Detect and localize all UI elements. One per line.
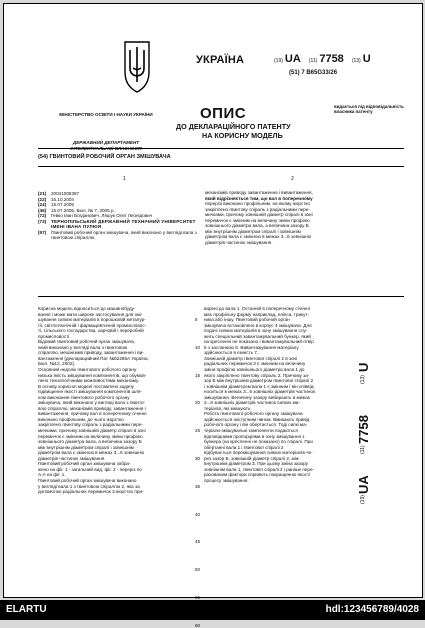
text-line: між внутрішнім діаметром спіралі і зовнішнім — [38, 444, 134, 450]
line-number: 15 — [195, 372, 201, 378]
text-line: на кресленні не показано і вивантажувальний отвір — [204, 339, 314, 345]
text-line: жено на фіг. 1 - загальний вид, фіг. 2 - переріз по — [38, 466, 142, 472]
text-line: Гвинтовий робочий орган змішувача зобра- — [38, 461, 131, 467]
text-line: подачі сипких матеріалів в зону змішування слу- — [204, 328, 308, 334]
text-line: лено технологічними можливостями механізму. — [38, 378, 140, 384]
line-number: 20 — [195, 400, 201, 406]
text-line: змішувача встановлено в корпус 4 змішувача. Для — [204, 322, 312, 328]
document-subtitle-line1: ДО ДЕКЛАРАЦІЙНОГО ПАТЕНТУ — [176, 122, 291, 131]
text-line: 5 з засланкою 6. Вивантажування матеріалу — [204, 344, 299, 350]
text-line: змішування. Величину зазору вибирають в межах — [204, 394, 311, 400]
text-line: відповідними пропорціями в зону змішування з — [204, 433, 305, 439]
divider — [38, 296, 404, 297]
text-line: перемичок є змінним на величину зміни профілю — [38, 433, 143, 439]
text-line: відбувається перемішування сипких матеріалів че- — [204, 450, 313, 456]
text-line: зовнішнім вала 1, гвинтової спіралі 2 і раніше пере- — [204, 466, 315, 472]
document-title: ОПИС — [200, 105, 247, 122]
line-number: 5 — [195, 317, 198, 322]
text-line: Робота гвинтового робочого органу змішувача — [204, 411, 303, 417]
column-number-right: 2 — [291, 176, 294, 182]
meta-row: (72) Гевко Іван Богданович, Ляшук Олег Леонідович — [38, 213, 153, 218]
invention-title: (54) ГВИНТОВИЙ РОБОЧИЙ ОРГАН ЗМІШУВАЧА — [38, 154, 171, 160]
text-line: ті, сільського господарства, харчовій і переробній — [38, 328, 144, 334]
text-line: вантаження [декларацийний Пат №52285А Україна, — [38, 355, 149, 361]
text-line: хом виконання гвинтового робочого органу — [38, 394, 130, 400]
text-line: допомогою радіальних перемичок 3 жорстко при- — [38, 489, 144, 495]
text-line: який виконано у вигляді вала з гвинтовою — [38, 344, 128, 350]
text-line: діаметрів частинок змішування. — [38, 455, 106, 461]
line-number: 30 — [195, 456, 201, 461]
meta-row: (21) 20041008387 — [38, 191, 80, 196]
meta-row: (73) ТЕРНОПІЛЬСЬКИЙ ДЕРЖАВНИЙ ТЕХНІЧНИЙ УНІВЕРСИТЕТ ІМЕНІ ІВАНА ПУЛЮЯ — [38, 218, 196, 229]
text-line: теріалів, які змішують. — [204, 405, 252, 411]
ipc-classification: (51) 7 B65G33/26 — [289, 70, 338, 76]
country-name: УКРАЇНА — [196, 54, 245, 66]
meta-row: (46) 15.07.2005, Бюл. № 7, 2005 р. — [38, 207, 115, 213]
line-number: 60 — [195, 622, 201, 628]
text-line: має профільну форму наприклад, еліпса, трикут- — [204, 311, 310, 317]
code-19: (19) — [274, 58, 283, 64]
text-line: промисловості. — [38, 333, 71, 339]
text-line: Бюл. №12, 2002]. — [38, 361, 75, 367]
country-code: UA — [284, 53, 301, 65]
divider — [38, 166, 404, 167]
line-number: 35 — [195, 483, 201, 489]
vertical-patent-id: (19) UA (11) 7758 (13) U — [356, 362, 371, 504]
text-line: вання і може мати широке застосування для змі- — [38, 311, 143, 317]
description-right-column — [204, 306, 349, 484]
text-line: змішувача, який виконано у вигляді вала з гвинто- — [38, 400, 146, 406]
text-line: зміни профілю зовнішнього діаметра вала 1 до — [204, 367, 305, 373]
meta-row: (24) 15.07.2005 — [38, 202, 74, 207]
text-line: якого закріплено гвинтову спіраль 2. Причому за- — [204, 372, 310, 378]
text-line: варені до вала 1. Останній в поперечному січенні — [204, 306, 310, 311]
text-line: бункера (на кресленні не показано) по спіралі. При — [204, 439, 313, 445]
text-line: В основу корисної моделі поставлено задачу — [38, 383, 134, 389]
document-subtitle-line2: НА КОРИСНУ МОДЕЛЬ — [202, 131, 283, 140]
text-line: підвищення якості змішування компонентів шля- — [38, 389, 142, 395]
line-number: 55 — [195, 595, 201, 600]
footer-handle: hdl:123456789/4028 — [325, 604, 419, 615]
text-line: 3...6 зовнішніх діаметрів частинок сипких ма- — [204, 400, 300, 406]
text-line: носиться в межах 3...6 зовнішніх діаметрів частинок — [204, 389, 315, 395]
text-line: низька якість змішування компонентів, що обумов- — [38, 372, 147, 378]
text-line: гії, світлотехнічній і фармацевтичній промисловос- — [38, 322, 147, 328]
text-line: робочого органу і він обертається. Тоді сипкі ма- — [204, 422, 308, 428]
text-line: здійснюється в ємність 7. — [204, 350, 259, 356]
column-number-left: 1 — [123, 176, 126, 182]
text-line: Корисна модель відноситься до машинобуду- — [38, 306, 136, 311]
patent-kind: U — [362, 53, 371, 65]
text-line: спіраллю, механізмів приводу, завантаження і ви- — [38, 350, 144, 356]
text-line: Гвинтовий робочий орган змішувача виконано — [38, 477, 137, 483]
patent-number: 7758 — [319, 53, 344, 65]
text-line: Зовнішній діаметр гвинтової спіралі 2 в зоні — [204, 355, 298, 361]
coat-of-arms-icon — [122, 38, 152, 94]
line-number: 45 — [195, 539, 201, 545]
text-line: шування сипких матеріалів в порошковій металур- — [38, 317, 146, 323]
text-line: вою спіраллю, механізмів приводу, завантаження і — [38, 405, 146, 411]
text-line: процесу змішування. — [204, 477, 249, 483]
description-left-column — [38, 306, 193, 495]
code-11: (11) — [308, 58, 318, 64]
text-line: виконано профільним, до чього жорстко — [38, 416, 124, 422]
line-number: 40 — [195, 511, 201, 517]
text-line: обертанні вала 1 і гвинтової спіралі 2 — [204, 444, 284, 450]
text-line: закріплено гвинтову спіраль з радіальними пере- — [38, 422, 143, 428]
text-line: у вигляді вала 1 з гвинтовою спіраллю 2, яка за — [38, 483, 140, 489]
text-line: рахованим фактори сприяють покращенню якості — [204, 472, 311, 478]
text-line: мичками, причому зовнішній діаметр спіралі в зоні — [38, 428, 146, 434]
divider — [38, 148, 404, 149]
text-line: Відомий гвинтовий робочий орган змішувача, — [38, 339, 135, 345]
text-line: радіальних перемичок 3 є змінним на величину — [204, 361, 306, 367]
text-line: внутрішнім діаметром 3. При цьому зміна зазору — [204, 461, 308, 467]
department-name: ДЕРЖАВНИЙ ДЕПАРТАМЕНТ — [72, 140, 140, 145]
text-line: діаметром вала є змінною в межах 3...6 зовнішніх — [38, 450, 145, 456]
claims-continuation: механізмів приводу завантаження і вивантаження, який відрізняється тим, що вал в поперечному перерізі виконано профільним, на якому жорстко закріплено гвинтову спіраль з радіальними пере- мичками, причому зовнішній діаметр спіралі в зоні перемичок є змінним на величину зміни профілю зовнішнього діаметра вала, а величина зазору Б між внутрішнім діаметром спіралі і зовнішнім діаметром вала є змінною в межах 3...6 зовнішніх діаметрів частинок змішування. — [205, 190, 313, 245]
text-line: А-А на фіг. 1. — [38, 472, 66, 478]
text-line: вивантаження, причому вал в поперечному січенні — [38, 411, 147, 417]
meta-row: (22) 15.10.2004 — [38, 196, 74, 202]
text-line: Основний недолік гвинтового робочого органу — [38, 367, 137, 373]
patent-header — [274, 53, 379, 65]
text-line: теріали-змішувальні компоненти подаються — [204, 428, 298, 434]
text-line: зовнішнього діаметра вала, а величина зазору Б — [38, 439, 142, 445]
line-number: 25 — [195, 428, 201, 434]
code-13: (13) — [351, 58, 361, 64]
bibliographic-data — [38, 191, 198, 241]
text-line: жить спеціальний завантажувальний бункер, який — [204, 333, 311, 339]
line-number: 50 — [195, 567, 201, 573]
responsibility-note: видається під відповідальність власника патенту — [334, 104, 404, 115]
meta-row: (57) Гвинтовий робочий орган змішувача, який виконано у вигляді вала з гвинтовою спіраллю, — [38, 229, 197, 240]
ministry-name: МІНІСТЕРСТВО ОСВІТИ І НАУКИ УКРАЇНИ — [59, 112, 153, 117]
text-line: і зовнішнім діаметром вала 1 є змінним і він співвід- — [204, 383, 315, 389]
text-line: рез зазор Б, зовнішній діаметр спіралі 2, між — [204, 455, 299, 461]
text-line: зор Б між внутрішнім діаметром гвинтової спіралі 2 — [204, 378, 314, 384]
text-line: ника або іншу. Гвинтовий робочий орган — [204, 317, 290, 323]
text-line: здійснюється наступним чином. Вмикають привід — [204, 416, 310, 422]
footer-repository: ELARTU — [6, 604, 47, 615]
archive-footer — [0, 600, 425, 620]
line-number: 10 — [195, 344, 201, 350]
